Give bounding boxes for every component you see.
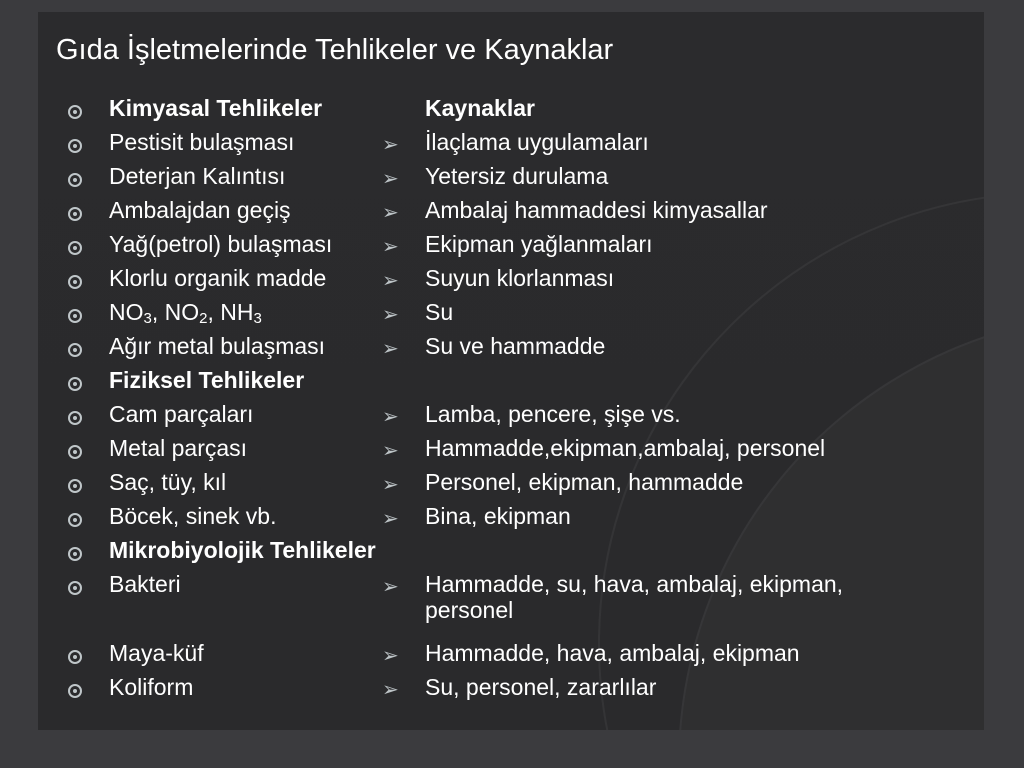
arrow-bullet-icon: ➢ [382,404,399,428]
section-heading: Kimyasal Tehlikeler [109,95,323,121]
bullet-icon [68,241,82,255]
bullet-icon [68,309,82,323]
source-item: Yetersiz durulama [425,163,609,189]
section-heading: Mikrobiyolojik Tehlikeler [109,537,376,563]
hazard-item: Ağır metal bulaşması [109,333,326,359]
frame-left [0,0,38,768]
hazard-item: Böcek, sinek vb. [109,503,277,529]
source-item-continued: personel [425,597,514,623]
bullet-icon [68,411,82,425]
slide-title: Gıda İşletmelerinde Tehlikeler ve Kaynaklar [56,34,614,66]
hazard-item: Yağ(petrol) bulaşması [109,231,333,257]
source-item: Lamba, pencere, şişe vs. [425,401,681,427]
arrow-bullet-icon: ➢ [382,677,399,701]
hazard-item: Maya-küf [109,640,204,666]
source-item: Su, personel, zararlılar [425,674,657,700]
arrow-bullet-icon: ➢ [382,200,399,224]
hazard-item: Pestisit bulaşması [109,129,295,155]
frame-right [984,0,1024,768]
source-item: İlaçlama uygulamaları [425,129,649,155]
bullet-icon [68,445,82,459]
arrow-bullet-icon: ➢ [382,166,399,190]
source-item: Suyun klorlanması [425,265,615,291]
arrow-bullet-icon: ➢ [382,234,399,258]
source-item: Bina, ekipman [425,503,571,529]
hazard-item: $NO_3$, $NO_2$, $NH_3$ [109,299,262,327]
hazard-item: Klorlu organik madde [109,265,327,291]
bullet-icon [68,105,82,119]
bullet-icon [68,479,82,493]
arrow-bullet-icon: ➢ [382,302,399,326]
arrow-bullet-icon: ➢ [382,132,399,156]
source-item: Hammadde,ekipman,ambalaj, personel [425,435,826,461]
hazard-item: Bakteri [109,571,181,597]
arrow-bullet-icon: ➢ [382,438,399,462]
arrow-bullet-icon: ➢ [382,472,399,496]
sources-header: Kaynaklar [425,95,535,121]
frame-top [0,0,1024,12]
bullet-icon [68,139,82,153]
arrow-bullet-icon: ➢ [382,506,399,530]
arrow-bullet-icon: ➢ [382,336,399,360]
bullet-icon [68,513,82,527]
hazard-item: Ambalajdan geçiş [109,197,291,223]
source-item: Hammadde, hava, ambalaj, ekipman [425,640,800,666]
bullet-icon [68,377,82,391]
hazard-item: Koliform [109,674,194,700]
source-item: Personel, ekipman, hammadde [425,469,744,495]
source-item: Su [425,299,454,325]
source-item: Ekipman yağlanmaları [425,231,653,257]
bullet-icon [68,547,82,561]
arrow-bullet-icon: ➢ [382,643,399,667]
arrow-bullet-icon: ➢ [382,574,399,598]
section-heading: Fiziksel Tehlikeler [109,367,305,393]
arrow-bullet-icon: ➢ [382,268,399,292]
bullet-icon [68,581,82,595]
hazard-item: Metal parçası [109,435,248,461]
bullet-icon [68,173,82,187]
hazard-item: Saç, tüy, kıl [109,469,227,495]
hazard-item: Cam parçaları [109,401,254,427]
bullet-icon [68,650,82,664]
bullet-icon [68,275,82,289]
source-item: Ambalaj hammaddesi kimyasallar [425,197,768,223]
bullet-icon [68,343,82,357]
frame-bottom [0,730,1024,768]
hazard-item: Deterjan Kalıntısı [109,163,286,189]
bullet-icon [68,684,82,698]
source-item: Su ve hammadde [425,333,606,359]
bullet-icon [68,207,82,221]
source-item: Hammadde, su, hava, ambalaj, ekipman, [425,571,844,597]
